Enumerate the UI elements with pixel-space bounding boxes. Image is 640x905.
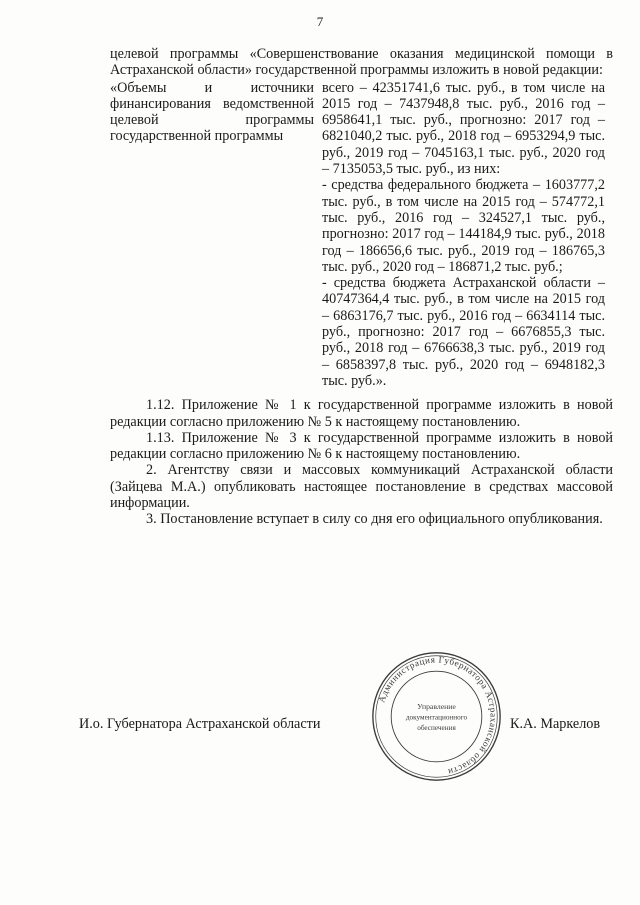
signatory-title: И.о. Губернатора Астраханской области [79,716,321,732]
financing-table [110,80,613,390]
paragraph-3: 3. Постановление вступает в силу со дня его официального опубликования. [146,511,603,528]
seal-outer-text: Администрация Губернатора Астраханской области [376,654,499,778]
financing-regional: - средства бюджета Астраханской области – 40747364,4 тыс. руб., в том числе на 2015 год – 6863176,7 тыс. руб., 2016 год – 6634114 тыс. руб., прогнозно: 2017 год – 6676855,3 тыс. руб., 2018 год – 6766638,3 тыс. руб., 2019 год – 6858397,8 тыс. руб., 2020 год – 6948182,3 тыс. руб.». [322,275,605,389]
document-body [110,46,613,528]
paragraph-2: 2. Агентству связи и массовых коммуникаций Астраханской области (Зайцева М.А.) опубликовать настоящее постановление в средствах массовой информации. [110,462,613,512]
intro-paragraph: целевой программы «Совершенствование оказания медицинской помощи в Астраханской области» государственной программы изложить в новой редакции: [110,46,613,79]
seal-inner-line-2: документационного [405,713,468,722]
financing-federal: - средства федерального бюджета – 1603777,2 тыс. руб., в том числе на 2015 год – 574772,1 тыс. руб., 2016 год – 324527,1 тыс. руб., прогнозно: 2017 год – 144184,9 тыс. руб., 2018 год – 186656,6 тыс. руб., 2019 год – 186765,3 тыс. руб., 2020 год – 186871,2 тыс. руб.; [322,177,605,275]
seal-inner-line-3: обеспечения [417,724,456,732]
paragraph-1-12: 1.12. Приложение № 1 к государственной программе изложить в новой редакции согласно приложению № 5 к настоящему постановлению. [110,397,613,430]
financing-table-label: «Объемы и источники финансирования ведомственной целевой программы государственной программы [110,79,314,145]
page-number: 7 [316,14,324,29]
financing-table-values [322,80,605,390]
paragraph-1-13: 1.13. Приложение № 3 к государственной программе изложить в новой редакции согласно приложению № 6 к настоящему постановлению. [110,429,613,463]
resolution-points [110,397,613,527]
official-seal-stamp [369,649,504,784]
seal-inner-line-1: Управление [417,701,456,711]
signature-block [79,706,619,740]
financing-total: всего – 42351741,6 тыс. руб., в том числе на 2015 год – 7437948,8 тыс. руб., 2016 год – 6958641,1 тыс. руб., прогнозно: 2017 год – 6821040,2 тыс. руб., 2018 год – 6953294,9 тыс. руб., 2019 год – 7045163,1 тыс. руб., 2020 год – 7135053,5 тыс. руб., из них: [322,79,605,178]
signatory-name: К.А. Маркелов [510,716,601,732]
